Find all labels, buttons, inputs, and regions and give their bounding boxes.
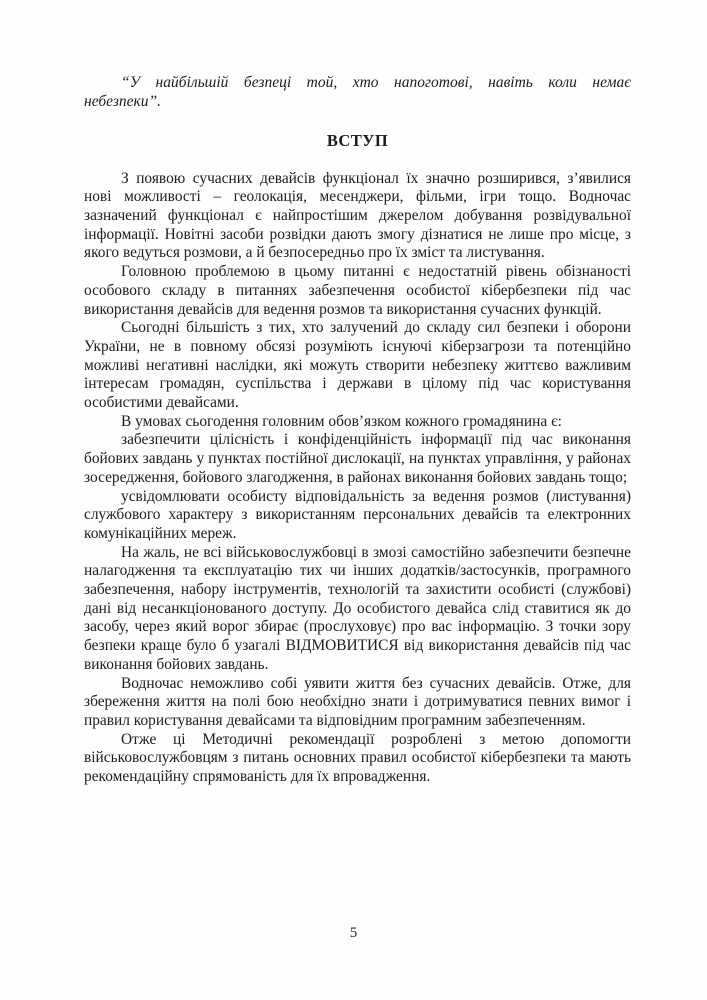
paragraph: Сьогодні більшість з тих, хто залучений до складу сил безпеки і оборони України, не в повному обсязі розуміють існуючі кіберзагрози та потенційно можливі негативні наслідки, які можуть створити небезпеку життєво важливим інтересам громадян, суспільства і держави в цілому під час користування особистими девайсами. [84, 319, 631, 412]
paragraph: усвідомлювати особисту відповідальність за ведення розмов (листування) службового характеру з використанням персональних девайсів та електронних комунікаційних мереж. [84, 487, 631, 542]
paragraph: З появою сучасних девайсів функціонал їх значно розширився, з’явилися нові можливості – геолокація, месенджери, фільми, ігри тощо. Водночас зазначений функціонал є найпростішим джерелом добування розвідувальної інформації. Новітні засоби розвідки дають змогу дізнатися не лише про місце, з якого ведуться розмови, а й безпосередньо про їх зміст та листування. [84, 169, 631, 262]
paragraph: На жаль, не всі військовослужбовці в змозі самостійно забезпечити безпечне налагодження та експлуатацію тих чи інших додатків/застосунків, програмного забезпечення, набору інструментів, технологій та захистити особисті (службові) дані від несанкціонованого доступу. До особистого девайса слід ставитися як до засобу, через який ворог збирає (прослуховує) про вас інформацію. З точки зору безпеки краще було б узагалі ВІДМОВИТИСЯ від використання девайсів під час виконання бойових завдань. [84, 543, 631, 673]
paragraph: В умовах сьогодення головним обов’язком кожного громадянина є: [121, 412, 562, 430]
page-number: 5 [349, 925, 358, 941]
paragraph: Водночас неможливо собі уявити життя без сучасних девайсів. Отже, для збереження життя на полі бою необхідно знати і дотримуватися певних вимог і правил користування девайсами та відповідним програмним забезпеченням. [84, 674, 631, 729]
paragraph: Головною проблемою в цьому питанні є недостатній рівень обізнаності особового складу в питаннях забезпечення особистої кібербезпеки під час використання девайсів для ведення розмов та використання сучасних функцій. [84, 263, 631, 318]
epigraph-quote: “У найбільшій безпеці той, хто напоготові, навіть коли немає небезпеки”. [84, 74, 631, 110]
paragraph: Отже ці Методичні рекомендації розроблені з метою допомогти військовослужбовцям з питань основних правил особистої кібербезпеки та мають рекомендаційну спрямованість для їх впровадження. [84, 730, 631, 786]
section-heading: ВСТУП [326, 130, 389, 150]
paragraph: забезпечити цілісність і конфіденційність інформації під час виконання бойових завдань у пунктах постійної дислокації, на пунктах управління, у районах зосередження, бойового злагодження, в районах виконання бойових завдань тощо; [84, 431, 631, 486]
document-content [84, 74, 631, 787]
